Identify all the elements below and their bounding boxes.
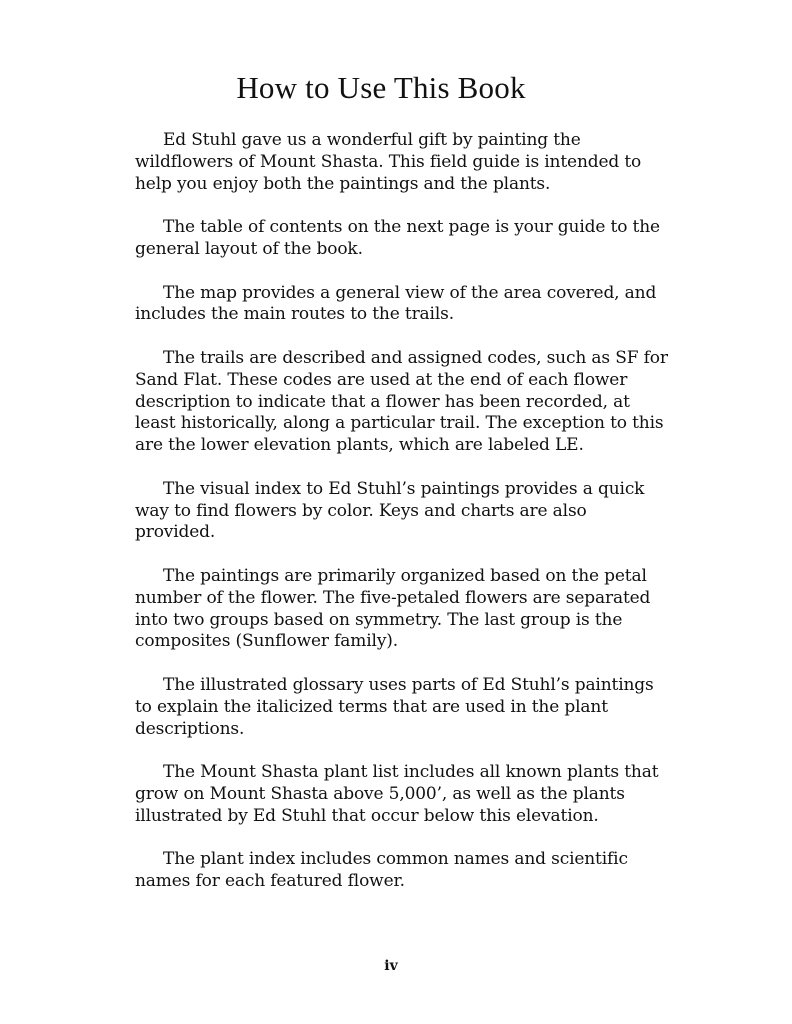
paragraph-intro: Ed Stuhl gave us a wonderful gift by painting the wildflowers of Mount Shasta. This field guide is intended to help you enjoy both the paintings and the plants.: [135, 130, 642, 194]
paragraph-visual-index: The visual index to Ed Stuhl’s paintings provides a quick way to find flowers by color. Keys and charts are also provided.: [135, 478, 645, 543]
paragraph-table-of-contents: The table of contents on the next page is your guide to the general layout of the book.: [135, 217, 660, 259]
paragraph-plant-list: The Mount Shasta plant list includes all known plants that grow on Mount Shasta above 5,000’, as well as the plants illustrated by Ed Stuhl that occur below this elevation.: [135, 762, 659, 826]
paragraph-trails: The trails are described and assigned codes, such as SF for Sand Flat. These codes are used at the end of each flower description to indicate that a flower has been recorded, at least historically, along a particular trail. The exception to this are the lower elevation plants, which are labeled LE.: [135, 347, 668, 456]
page-number: iv: [384, 958, 398, 974]
body-text: [135, 130, 670, 915]
paragraph-glossary: The illustrated glossary uses parts of Ed Stuhl’s paintings to explain the italicized terms that are used in the plant descriptions.: [135, 674, 654, 739]
paragraph-plant-index: The plant index includes common names and scientific names for each featured flower.: [135, 849, 628, 892]
paragraph-paintings: The paintings are primarily organized based on the petal number of the flower. The five-petaled flowers are separated into two groups based on symmetry. The last group is the composites (Sunflower family).: [135, 565, 651, 652]
page-title: How to Use This Book: [236, 70, 526, 105]
paragraph-map: The map provides a general view of the area covered, and includes the main routes to the trails.: [135, 282, 657, 325]
